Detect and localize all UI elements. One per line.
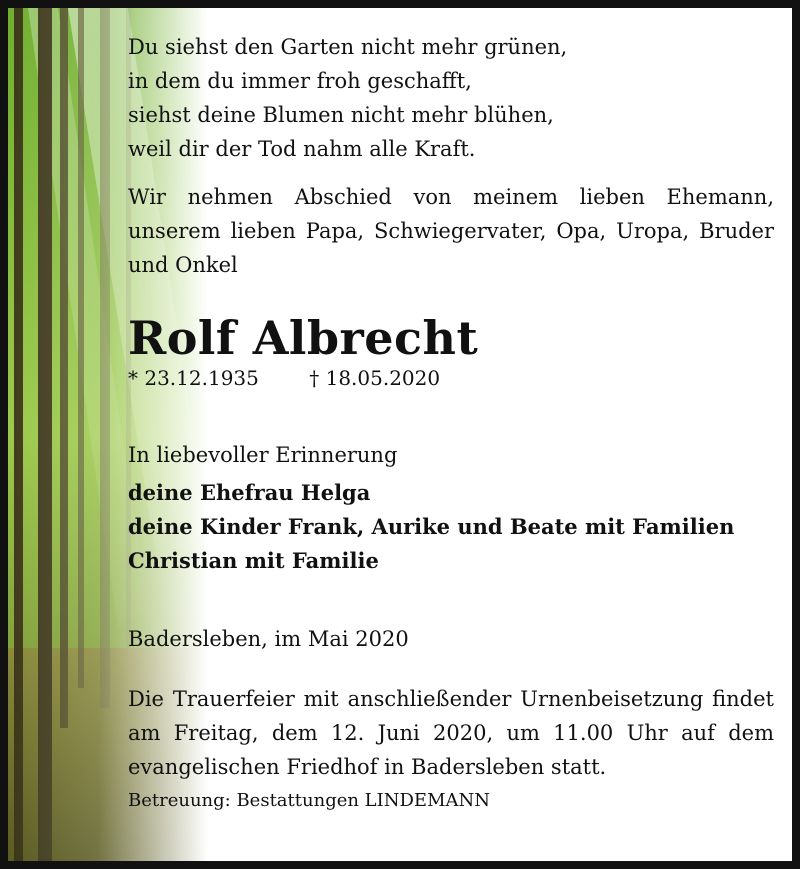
service-details: Die Trauerfeier mit anschließender Urnenbeisetzung findet am Freitag, dem 12. Juni 2020, um 11.00 Uhr auf dem evangelischen Friedhof in Badersleben statt. <box>128 687 774 779</box>
family-line: deine Kinder Frank, Aurike und Beate mit Familien <box>128 514 735 539</box>
undertaker: Betreuung: Bestattungen LINDEMANN <box>128 790 490 811</box>
family-line: deine Ehefrau Helga <box>128 480 371 505</box>
poem-line: in dem du immer froh geschafft, <box>128 69 472 93</box>
poem-line: weil dir der Tod nahm alle Kraft. <box>128 137 476 161</box>
poem-line: Du siehst den Garten nicht mehr grünen, <box>128 35 568 59</box>
poem <box>128 30 774 166</box>
life-dates <box>128 364 774 392</box>
death-date: † 18.05.2020 <box>309 366 441 390</box>
family-list <box>128 476 774 578</box>
poem-line: siehst deine Blumen nicht mehr blühen, <box>128 103 554 127</box>
memory-line: In liebevoller Erinnerung <box>128 443 398 467</box>
birth-date: * 23.12.1935 <box>128 366 259 390</box>
place-date: Badersleben, im Mai 2020 <box>128 627 409 651</box>
family-line: Christian mit Familie <box>128 548 379 573</box>
farewell-intro: Wir nehmen Abschied von meinem lieben Ehemann, unserem lieben Papa, Schwiegervater, Opa, Uropa, Bruder und Onkel <box>128 185 774 277</box>
obituary-text <box>128 30 774 816</box>
deceased-name: Rolf Albrecht <box>128 311 479 365</box>
